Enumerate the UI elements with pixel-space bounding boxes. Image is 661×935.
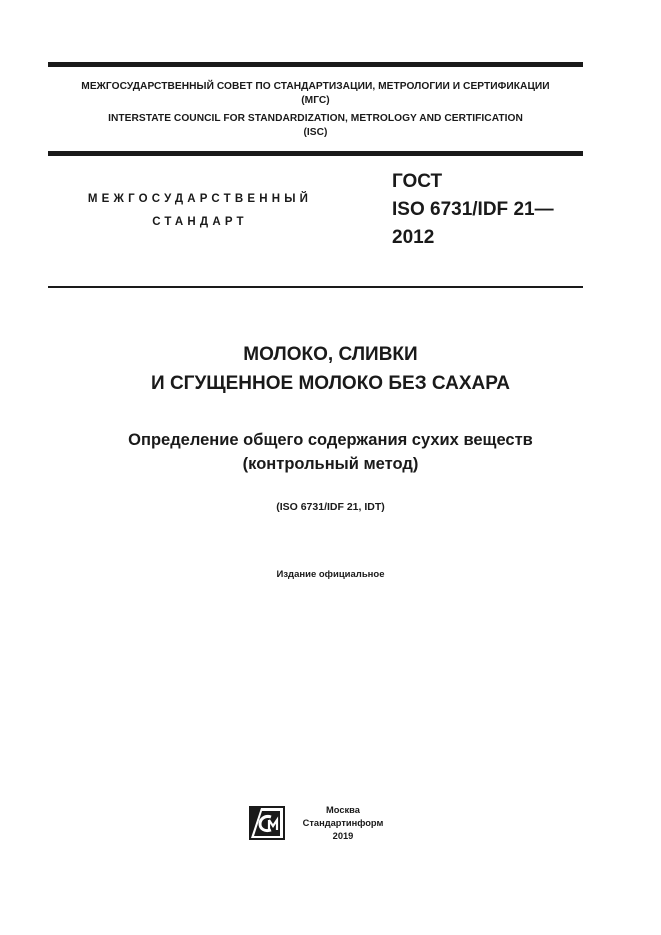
iso-equivalence: (ISO 6731/IDF 21, IDT)	[276, 501, 385, 513]
header-bottom-rule	[48, 151, 583, 156]
document-title-line1: МОЛОКО, СЛИВКИ	[243, 344, 418, 365]
top-rule	[48, 62, 583, 67]
publisher-name: Стандартинформ	[302, 818, 384, 828]
standard-type-line1: МЕЖГОСУДАРСТВЕННЫЙ	[87, 193, 313, 205]
gost-year: 2012	[392, 227, 435, 248]
council-name-ru: МЕЖГОСУДАРСТВЕННЫЙ СОВЕТ ПО СТАНДАРТИЗАЦИИ, МЕТРОЛОГИИ И СЕРТИФИКАЦИИ	[81, 81, 550, 92]
document-title-line2: И СГУЩЕННОЕ МОЛОКО БЕЗ САХАРА	[151, 373, 510, 394]
publisher-year: 2019	[332, 831, 354, 841]
edition-note: Издание официальное	[276, 569, 385, 580]
gost-number: ISO 6731/IDF 21—	[392, 199, 554, 220]
standartinform-logo-icon	[249, 806, 285, 840]
gost-label: ГОСТ	[392, 171, 443, 192]
council-name-en: INTERSTATE COUNCIL FOR STANDARDIZATION, METROLOGY AND CERTIFICATION	[108, 113, 523, 124]
standard-type-line2: СТАНДАРТ	[152, 216, 248, 228]
council-abbr-en: (ISC)	[303, 127, 328, 138]
designation-bottom-rule	[48, 286, 583, 288]
publisher-city: Москва	[326, 805, 360, 815]
publisher-block	[298, 804, 388, 843]
document-subtitle-line2: (контрольный метод)	[242, 455, 419, 473]
document-subtitle-line1: Определение общего содержания сухих веществ	[128, 431, 533, 449]
council-abbr-ru: (МГС)	[301, 95, 330, 106]
